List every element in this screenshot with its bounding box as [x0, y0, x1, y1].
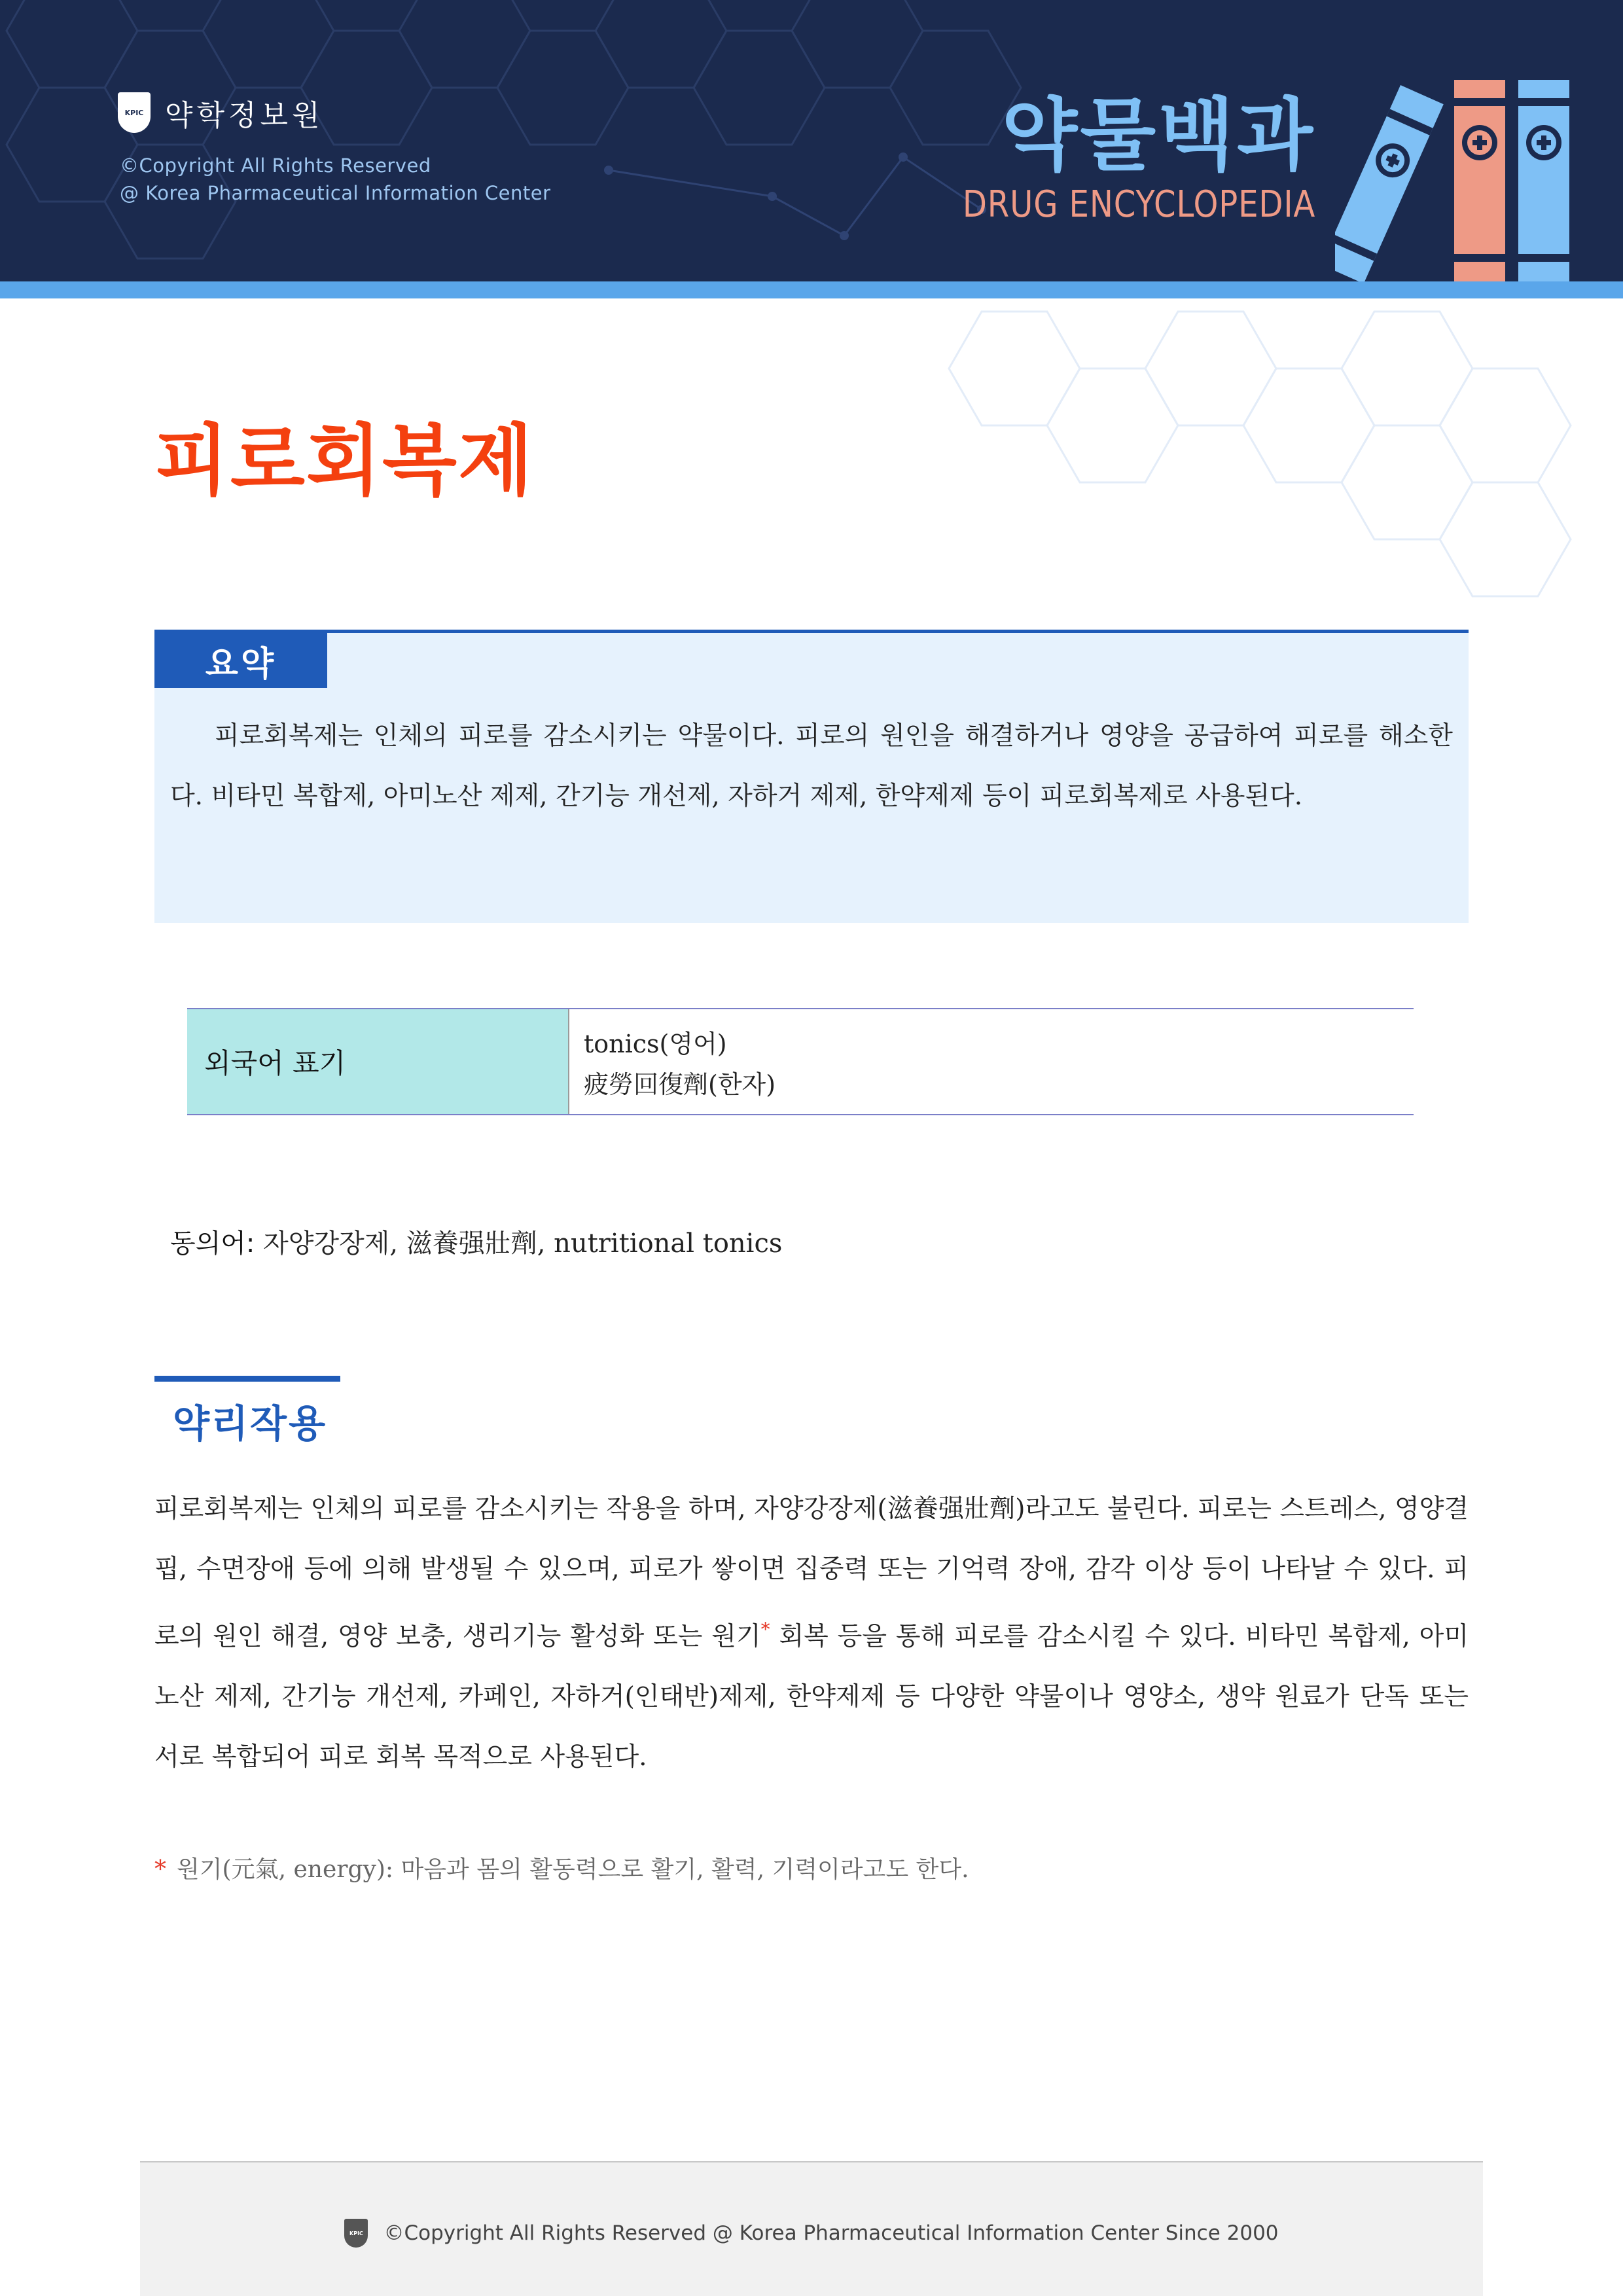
foreign-terms-values	[569, 1009, 776, 1114]
footnote-text: 원기(元氣, energy): 마음과 몸의 활동력으로 활기, 활력, 기력이라고도 한다.	[177, 1856, 969, 1883]
kpic-logo: KPIC	[118, 92, 151, 133]
header-copyright-line1: ©Copyright All Rights Reserved	[120, 154, 431, 177]
page-header	[0, 0, 1623, 281]
encyclopedia-subtitle: DRUG ENCYCLOPEDIA	[962, 183, 1315, 226]
synonyms-label: 동의어:	[170, 1229, 255, 1259]
foreign-terms-label: 외국어 표기	[187, 1009, 569, 1114]
footnote-marker: *	[760, 1619, 770, 1640]
page-title: 피로회복제	[154, 416, 534, 506]
pharmacology-text-part2: 회복 등을 통해 피로를 감소시킬 수 있다. 비타민 복합제, 아미노산 제제, 간기능 개선제, 카페인, 자하거(인태반)제제, 한약제제 등 다양한 약물이나 영양소, 생약 원료가 단독 또는 서로 복합되어 피로 회복 목적으로 사용된다.	[154, 1622, 1469, 1772]
synonyms-text: 자양강장제, 滋養强壯劑, nutritional tonics	[263, 1229, 783, 1259]
synonyms-line	[170, 1223, 782, 1260]
footer-content	[140, 2219, 1483, 2248]
summary-text: 피로회복제는 인체의 피로를 감소시키는 약물이다. 피로의 원인을 해결하거나 영양을 공급하여 피로를 해소한다. 비타민 복합제, 아미노산 제제, 간기능 개선제, 자하거 제제, 한약제제 등이 피로회복제로 사용된다.	[170, 721, 1453, 811]
encyclopedia-title: 약물백과	[1001, 90, 1315, 181]
footer-copyright: ©Copyright All Rights Reserved @ Korea Pharmaceutical Information Center Since 2000	[383, 2221, 1279, 2245]
foreign-term-hanja: 疲勞回復劑(한자)	[584, 1070, 776, 1099]
footnote-mark: *	[154, 1856, 166, 1883]
pharmacology-text-part1: 피로회복제는 인체의 피로를 감소시키는 작용을 하며, 자양강장제(滋養强壯劑)라고도 불린다. 피로는 스트레스, 영양결핍, 수면장애 등에 의해 발생될 수 있으며, 피로가 쌓이면 집중력 또는 기억력 장애, 감각 이상 등이 나타날 수 있다. 피로의 원인 해결, 영양 보충, 생리기능 활성화 또는 원기	[154, 1494, 1469, 1651]
summary-box	[154, 630, 1469, 923]
summary-tag: 요약	[154, 633, 327, 688]
background-hexagon-pattern	[916, 298, 1623, 613]
books-icon	[1335, 72, 1597, 281]
pharmacology-text	[154, 1479, 1469, 1787]
header-stripe	[0, 281, 1623, 298]
org-name: 약학정보원	[165, 99, 324, 132]
section-title-pharmacology: 약리작용	[173, 1401, 328, 1446]
brand	[118, 92, 324, 134]
foreign-term-english: tonics(영어)	[584, 1030, 727, 1058]
page-footer	[140, 2161, 1483, 2296]
foreign-terms-table	[187, 1008, 1414, 1115]
footnote	[154, 1851, 969, 1884]
footer-kpic-logo: KPIC	[344, 2219, 368, 2248]
header-copyright-line2: @ Korea Pharmaceutical Information Center	[120, 182, 551, 204]
section-rule	[154, 1376, 340, 1382]
